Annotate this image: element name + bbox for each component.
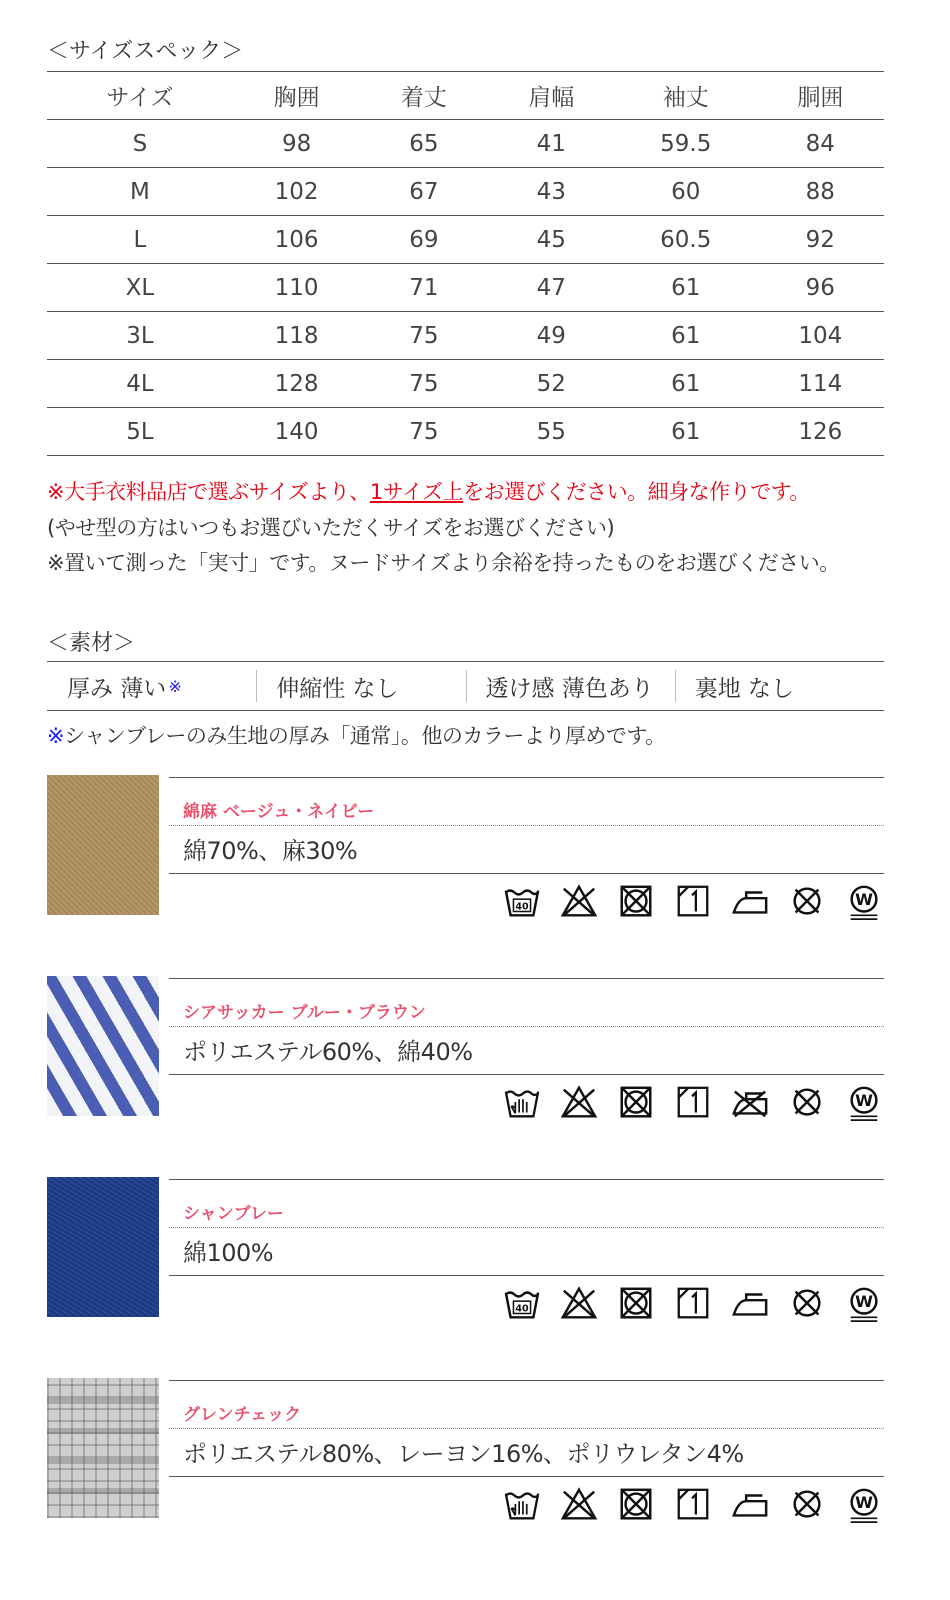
iron-icon: [730, 1486, 770, 1524]
fabric-details: [169, 775, 884, 915]
no-dry-clean-icon: [787, 1486, 827, 1524]
fabric-name: グレンチェック: [183, 1405, 302, 1425]
care-icons: [502, 1084, 884, 1122]
table-row: [47, 360, 884, 408]
fabric-composition: 綿70%、麻30%: [183, 837, 358, 865]
table-cell: 67: [360, 168, 487, 216]
size-spec-title: ＜サイズスペック＞: [47, 39, 244, 64]
no-bleach-icon: [559, 1285, 599, 1323]
fabric-name: シャンブレー: [183, 1204, 284, 1224]
sheer-label: 透け感 薄色あり: [485, 675, 654, 702]
table-cell: XL: [47, 264, 233, 312]
fabric-swatch: [47, 1378, 159, 1518]
care-icons: [502, 883, 884, 921]
fabric-swatch: [47, 1177, 159, 1317]
thickness-cell: [47, 662, 256, 710]
table-cell: 75: [360, 408, 487, 456]
divider: [169, 825, 884, 826]
divider: [169, 1275, 884, 1276]
table-cell: 61: [615, 264, 757, 312]
table-cell: 3L: [47, 312, 233, 360]
material-title: ＜素材＞: [47, 631, 136, 656]
table-row: [47, 264, 884, 312]
fabric-swatch: [47, 976, 159, 1116]
no-dry-clean-icon: [787, 883, 827, 921]
wet-clean-icon: [844, 1285, 884, 1323]
wash-40-icon: [502, 883, 542, 921]
table-cell: 75: [360, 360, 487, 408]
table-cell: 126: [757, 408, 884, 456]
fabric-details: [169, 1177, 884, 1317]
fabric-composition: 綿100%: [183, 1239, 274, 1267]
table-cell: 61: [615, 408, 757, 456]
fabric-item: [47, 976, 884, 1116]
shade-line-dry-icon: [673, 883, 713, 921]
table-cell: 92: [757, 216, 884, 264]
divider: [169, 978, 884, 979]
table-cell: 47: [488, 264, 615, 312]
table-cell: 43: [488, 168, 615, 216]
table-cell: 71: [360, 264, 487, 312]
shade-line-dry-icon: [673, 1486, 713, 1524]
table-cell: 60.5: [615, 216, 757, 264]
table-cell: 45: [488, 216, 615, 264]
table-cell: 60: [615, 168, 757, 216]
table-cell: 84: [757, 120, 884, 168]
table-row: [47, 120, 884, 168]
table-cell: 98: [233, 120, 360, 168]
table-cell: 102: [233, 168, 360, 216]
table-cell: 61: [615, 312, 757, 360]
divider: [169, 1179, 884, 1180]
table-cell: 5L: [47, 408, 233, 456]
no-bleach-icon: [559, 1486, 599, 1524]
size-note-red: [47, 476, 810, 506]
care-icons: [502, 1285, 884, 1323]
stretch-label: 伸縮性 なし: [276, 675, 399, 702]
fabric-details: [169, 976, 884, 1116]
table-cell: M: [47, 168, 233, 216]
table-cell: 114: [757, 360, 884, 408]
fabric-details: [169, 1378, 884, 1518]
note-text: ※大手衣料品店で選ぶサイズより、: [47, 480, 370, 504]
lining-label: 裏地 なし: [694, 675, 795, 702]
sheer-cell: [466, 662, 675, 710]
fabric-item: [47, 1177, 884, 1317]
fabric-composition: ポリエステル60%、綿40%: [183, 1038, 473, 1066]
size-note-3: ※置いて測った「実寸」です。ヌードサイズより余裕を持ったものをお選びください。: [47, 551, 840, 575]
col-header: 肩幅: [488, 72, 615, 120]
fabric-name: 綿麻 ベージュ・ネイビー: [183, 802, 375, 822]
wet-clean-icon: [844, 1084, 884, 1122]
table-cell: 104: [757, 312, 884, 360]
col-header: 胴囲: [757, 72, 884, 120]
fabric-item: [47, 1378, 884, 1518]
table-cell: 41: [488, 120, 615, 168]
wet-clean-icon: [844, 883, 884, 921]
table-cell: 4L: [47, 360, 233, 408]
divider: [169, 777, 884, 778]
no-bleach-icon: [559, 883, 599, 921]
fabric-item: [47, 775, 884, 915]
table-cell: 96: [757, 264, 884, 312]
table-header-row: [47, 72, 884, 120]
hand-wash-icon: [502, 1486, 542, 1524]
table-cell: 110: [233, 264, 360, 312]
table-cell: 140: [233, 408, 360, 456]
divider: [169, 1380, 884, 1381]
no-tumble-dry-icon: [616, 1486, 656, 1524]
table-cell: 52: [488, 360, 615, 408]
size-note-2: (やせ型の方はいつもお選びいただくサイズをお選びください): [47, 516, 615, 540]
table-cell: 88: [757, 168, 884, 216]
lining-cell: [675, 662, 884, 710]
table-cell: L: [47, 216, 233, 264]
table-cell: 106: [233, 216, 360, 264]
material-note-mark: ※: [47, 724, 65, 748]
shade-line-dry-icon: [673, 1285, 713, 1323]
divider: [169, 1227, 884, 1228]
iron-icon: [730, 1285, 770, 1323]
table-cell: 128: [233, 360, 360, 408]
col-header: 胸囲: [233, 72, 360, 120]
no-tumble-dry-icon: [616, 1084, 656, 1122]
note-emphasis: 1サイズ上: [369, 480, 464, 504]
divider: [169, 1074, 884, 1075]
material-note: [47, 720, 666, 750]
table-cell: 75: [360, 312, 487, 360]
table-cell: 118: [233, 312, 360, 360]
table-cell: 49: [488, 312, 615, 360]
fabric-name: シアサッカー ブルー・ブラウン: [183, 1003, 426, 1023]
wet-clean-icon: [844, 1486, 884, 1524]
hand-wash-icon: [502, 1084, 542, 1122]
thickness-label: 厚み 薄い: [67, 675, 167, 702]
care-icons: [502, 1486, 884, 1524]
no-bleach-icon: [559, 1084, 599, 1122]
size-spec-body: [47, 120, 884, 456]
fabric-swatch: [47, 775, 159, 915]
no-dry-clean-icon: [787, 1084, 827, 1122]
wash-40-icon: [502, 1285, 542, 1323]
divider: [169, 1428, 884, 1429]
table-row: [47, 216, 884, 264]
no-iron-icon: [730, 1084, 770, 1122]
table-cell: 55: [488, 408, 615, 456]
divider: [169, 1476, 884, 1477]
table-row: [47, 408, 884, 456]
table-cell: 65: [360, 120, 487, 168]
col-header: 着丈: [360, 72, 487, 120]
size-spec-table: [47, 71, 884, 456]
table-cell: 59.5: [615, 120, 757, 168]
stretch-cell: [256, 662, 465, 710]
divider: [169, 873, 884, 874]
note-text: をお選びください。細身な作りです。: [463, 480, 810, 504]
table-row: [47, 312, 884, 360]
no-tumble-dry-icon: [616, 883, 656, 921]
material-note-text: シャンブレーのみ生地の厚み「通常」。他のカラーより厚めです。: [64, 724, 666, 748]
table-row: [47, 168, 884, 216]
no-dry-clean-icon: [787, 1285, 827, 1323]
col-header: サイズ: [47, 72, 233, 120]
divider: [169, 1026, 884, 1027]
table-cell: 69: [360, 216, 487, 264]
material-attributes: [47, 661, 884, 711]
col-header: 袖丈: [615, 72, 757, 120]
no-tumble-dry-icon: [616, 1285, 656, 1323]
table-cell: S: [47, 120, 233, 168]
iron-icon: [730, 883, 770, 921]
thickness-mark: ※: [168, 676, 182, 696]
table-cell: 61: [615, 360, 757, 408]
fabric-composition: ポリエステル80%、レーヨン16%、ポリウレタン4%: [183, 1440, 744, 1468]
shade-line-dry-icon: [673, 1084, 713, 1122]
